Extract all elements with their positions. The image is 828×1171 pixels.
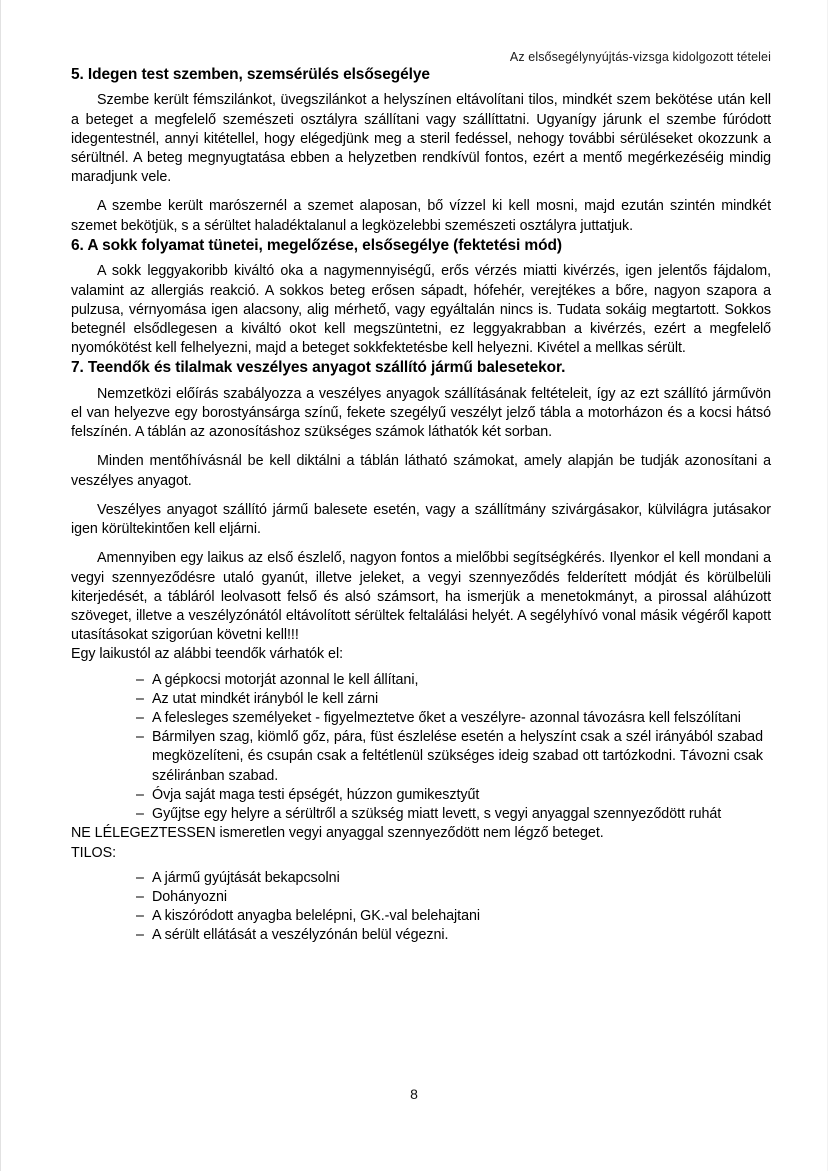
section-5-paragraph-1: Szembe került fémszilánkot, üvegszilánkot a helyszínen eltávolítani tilos, mindkét szem bekötése után kell a beteget a megfelelő szemészeti osztályra szállítani vagy szállíttatni. Ugyanígy járunk el szembe fúródott idegentestnél, annyi kitétellel, hogy elégedjünk meg a steril fedéssel, nehogy további sérüléseket okozzunk a sérültnél. A beteg megnyugtatása ebben a helyzetben rendkívül fontos, ezért a mentő megérkezéséig mindig maradjunk vele. [71, 92, 771, 186]
list-item: – Óvja saját maga testi épségét, húzzon gumikesztyűt [136, 786, 771, 805]
tasks-lead-in: Egy laikustól az alábbi teendők várhatók el: [71, 646, 343, 663]
section-7-paragraph-4: Amennyiben egy laikus az első észlelő, nagyon fontos a mielőbbi segítségkérés. Ilyenkor el kell mondani a vegyi szennyeződésre utaló gyanút, illetve jeleket, a vegyi szennyeződés felderített módját és körülbelüli kiterjedését, a tábláról leolvasott felső és alsó számsort, ha ismerjük a menetokmányt, a pirossal aláhúzott szöveget, illetve a veszélyzónától eltávolított sérültek feltalálási helyét. A segélyhívó vonal másik végéről kapott utasításokat szigorúan követni kell!!! [71, 550, 771, 644]
section-7-paragraph-1: Nemzetközi előírás szabályozza a veszélyes anyagok szállításának feltételeit, így az ezt szállító járművön el van helyezve egy borostyánsárga színű, fekete szegélyű veszélyt jelző tábla a motorházon és a kocsi hátsó felszínén. A táblán az azonosításhoz szükséges számok láthatók két sorban. [71, 385, 771, 441]
list-item: – A kiszóródott anyagba belelépni, GK.-val belehajtani [136, 907, 771, 926]
page-number: 8 [410, 1086, 418, 1102]
section-heading-6: 6. A sokk folyamat tünetei, megelőzése, elsősegélye (fektetési mód) [71, 236, 562, 254]
section-7-paragraph-3: Veszélyes anyagot szállító jármű balesete esetén, vagy a szállítmány szivárgásakor, külvilágra jutásakor igen körültekintően kell eljárni. [71, 501, 771, 538]
list-item: – A sérült ellátását a veszélyzónán belül végezni. [136, 926, 771, 945]
tasks-list [71, 671, 771, 825]
section-heading-5: 5. Idegen test szemben, szemsérülés elsősegélye [71, 66, 430, 83]
list-item: – A felesleges személyeket - figyelmeztetve őket a veszélyre- azonnal távozásra kell felszólítani [136, 709, 771, 728]
prohibited-list [71, 869, 771, 946]
list-item: – Bármilyen szag, kiömlő gőz, pára, füst észlelése esetén a helyszínt csak a szél irányából szabad megközelíteni, és csupán csak a feltétlenül szükséges ideig szabad ott tartózkodni. Távozni csak széliránban szabad. [136, 728, 771, 786]
list-item: – Az utat mindkét irányból le kell zárni [136, 690, 771, 709]
section-6-paragraph-1: A sokk leggyakoribb kiváltó oka a nagymennyiségű, erős vérzés miatti kivérzés, igen jelentős fájdalom, valamint az allergiás reakció. A sokkos beteg erősen sápadt, hófehér, verejtékes a bőre, nagyon szapora a pulzusa, vérnyomása igen alacsony, alig mérhető, vagy egyáltalán nincs is. Tudata sokáig megtartott. Sokkos betegnél elsődlegesen a kiváltó okot kell megszüntetni, ez leggyakrabban a kivérzés, ezért a megfelelő nyomókötést kell felhelyezni, majd a beteget sokkfektetésbe kell helyezni. Kivétel a mellkas sérült. [71, 263, 771, 357]
no-breathe-warning: NE LÉLEGEZTESSEN ismeretlen vegyi anyaggal szennyeződött nem légző beteget. [71, 825, 604, 842]
list-item: – Dohányozni [136, 888, 771, 907]
section-5-paragraph-2: A szembe került marószernél a szemet alaposan, bő vízzel ki kell mosni, majd ezután szintén mindkét szemet bekötjük, s a sérültet haladéktalanul a legközelebbi szemészeti osztályra juttatjuk. [71, 198, 771, 234]
list-item: – A jármű gyújtását bekapcsolni [136, 869, 771, 888]
list-item: – Gyűjtse egy helyre a sérültről a szükség miatt levett, s vegyi anyaggal szennyeződött ruhát [136, 805, 771, 824]
prohibited-label: TILOS: [71, 844, 116, 861]
running-header: Az elsősegélynyújtás-vizsga kidolgozott tételei [509, 50, 771, 64]
section-heading-7: 7. Teendők és tilalmak veszélyes anyagot szállító jármű balesetekor. [71, 359, 566, 377]
list-item: – A gépkocsi motorját azonnal le kell állítani, [136, 671, 771, 690]
page-content-column [71, 0, 771, 946]
section-7-paragraph-2: Minden mentőhívásnál be kell diktálni a táblán látható számokat, amely alapján be tudják azonosítani a veszélyes anyagot. [71, 453, 771, 489]
